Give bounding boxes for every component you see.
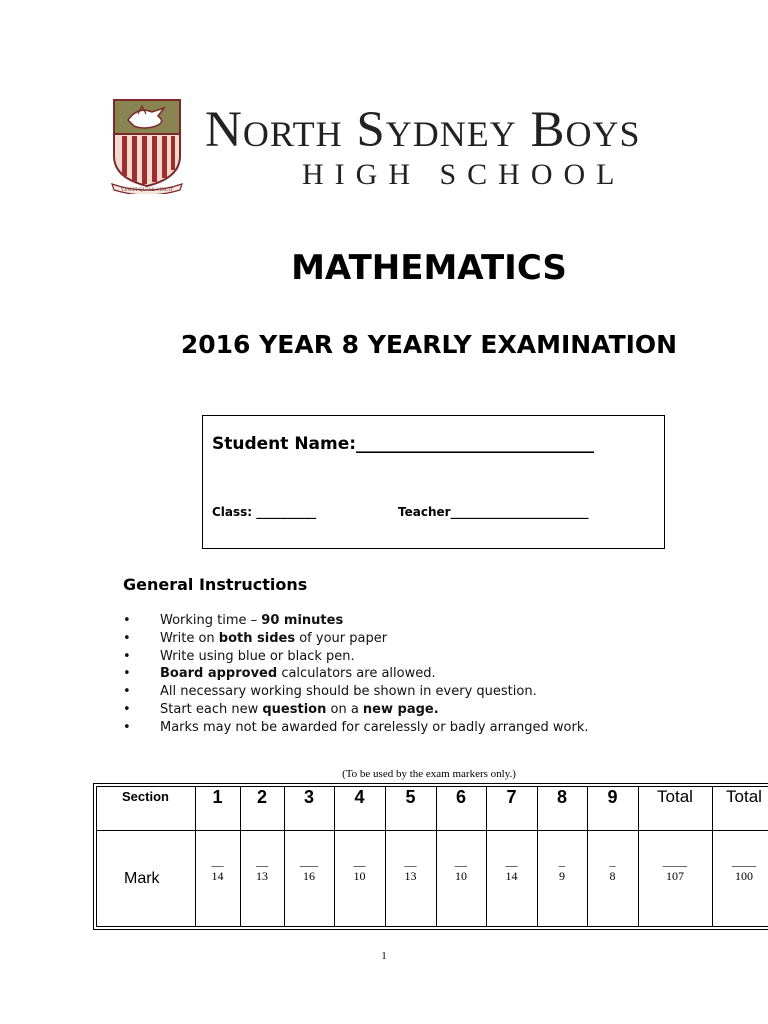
mark-cell[interactable] xyxy=(240,855,284,891)
instruction-text: of your paper xyxy=(295,630,388,646)
mark-row-label: Mark xyxy=(124,870,160,887)
mark-blank: __ xyxy=(211,854,224,868)
mark-blank: __ xyxy=(505,854,518,868)
section-column-header: 5 xyxy=(405,787,416,807)
section-column-header: 2 xyxy=(256,787,267,807)
mark-max-value: 13 xyxy=(404,869,417,883)
mark-blank: __ xyxy=(404,854,417,868)
svg-text:VINCIT QUI SE VINCIT: VINCIT QUI SE VINCIT xyxy=(120,188,174,193)
instruction-text: Write on xyxy=(160,630,219,646)
mark-cell[interactable] xyxy=(334,855,385,891)
mark-blank: __ xyxy=(256,854,268,868)
mark-max-value: 13 xyxy=(256,869,268,883)
school-name: North Sydney Boys xyxy=(205,102,641,158)
bullet-icon: • xyxy=(123,666,131,682)
instruction-text: Start each new xyxy=(160,701,263,717)
mark-cell[interactable] xyxy=(195,855,240,891)
instruction-emphasis: new page. xyxy=(362,701,439,717)
section-column-header: 6 xyxy=(455,787,466,807)
mark-max-value: 14 xyxy=(211,869,224,883)
bullet-icon: • xyxy=(123,701,131,717)
mark-cell[interactable] xyxy=(638,855,712,891)
instruction-item xyxy=(123,719,589,737)
mark-max-value: 16 xyxy=(303,869,315,883)
instruction-emphasis: Board approved xyxy=(160,666,278,682)
instruction-text: All necessary working should be shown in every question. xyxy=(160,684,537,700)
instruction-item xyxy=(123,683,589,701)
bullet-icon: • xyxy=(123,613,131,628)
bullet-icon: • xyxy=(123,719,131,735)
instruction-item xyxy=(123,630,589,648)
marks-table-row-divider xyxy=(96,830,768,831)
bullet-icon: • xyxy=(123,684,131,700)
mark-blank: _ xyxy=(559,854,565,868)
instructions-list xyxy=(123,612,589,737)
mark-max-value: 100 xyxy=(735,869,753,883)
mark-cell[interactable] xyxy=(385,855,436,891)
student-name-field[interactable]: Student Name:____________________________ xyxy=(212,434,595,454)
instruction-emphasis: question xyxy=(262,701,327,717)
teacher-field[interactable]: Teacher_______________________ xyxy=(398,505,589,519)
instruction-emphasis: both sides xyxy=(218,630,296,646)
mark-cell[interactable] xyxy=(537,855,587,891)
section-column-header: 3 xyxy=(303,787,314,807)
instruction-emphasis: 90 minutes xyxy=(261,613,344,628)
mark-blank: ___ xyxy=(300,854,318,868)
instruction-text: calculators are allowed. xyxy=(277,666,436,682)
section-column-header: 7 xyxy=(506,787,517,807)
mark-cell[interactable] xyxy=(486,855,537,891)
section-column-header: 9 xyxy=(607,787,618,807)
general-instructions-heading: General Instructions xyxy=(123,575,308,594)
section-column-header: 8 xyxy=(556,787,567,807)
instruction-item xyxy=(123,612,589,630)
bullet-icon: • xyxy=(123,630,131,646)
instruction-text: Marks may not be awarded for carelessly or badly arranged work. xyxy=(160,719,589,735)
mark-max-value: 10 xyxy=(353,869,366,883)
instruction-item xyxy=(123,665,589,683)
class-field[interactable]: Class: __________ xyxy=(212,505,317,519)
mark-blank: __ xyxy=(353,854,366,868)
subject-title: MATHEMATICS xyxy=(291,248,567,288)
section-column-header: 1 xyxy=(212,787,223,807)
instruction-item xyxy=(123,648,589,666)
instruction-item xyxy=(123,701,589,719)
school-subtitle: HIGH SCHOOL xyxy=(302,158,626,191)
mark-blank: ____ xyxy=(663,854,687,868)
mark-cell[interactable] xyxy=(436,855,486,891)
section-column-header: 4 xyxy=(354,787,365,807)
mark-max-value: 107 xyxy=(666,869,684,883)
exam-title: 2016 YEAR 8 YEARLY EXAMINATION xyxy=(180,330,678,359)
instruction-text: Write using blue or black pen. xyxy=(160,648,355,664)
mark-cell[interactable] xyxy=(712,855,768,891)
school-crest-logo xyxy=(108,98,186,194)
page-number: 1 xyxy=(381,950,387,962)
mark-blank: ____ xyxy=(732,854,756,868)
mark-cell[interactable] xyxy=(587,855,638,891)
mark-max-value: 10 xyxy=(455,869,467,883)
total-column-header: Total xyxy=(726,787,762,806)
instruction-text: on a xyxy=(326,701,363,717)
instruction-text: Working time – xyxy=(160,613,262,628)
mark-max-value: 14 xyxy=(505,869,518,883)
markers-note: (To be used by the exam markers only.) xyxy=(342,768,516,780)
mark-blank: _ xyxy=(609,854,616,868)
total-column-header: Total xyxy=(657,787,693,806)
section-header: Section xyxy=(122,789,169,804)
mark-cell[interactable] xyxy=(284,855,334,891)
bullet-icon: • xyxy=(123,648,131,664)
mark-max-value: 8 xyxy=(609,869,616,883)
mark-blank: __ xyxy=(455,854,467,868)
mark-max-value: 9 xyxy=(559,869,565,883)
